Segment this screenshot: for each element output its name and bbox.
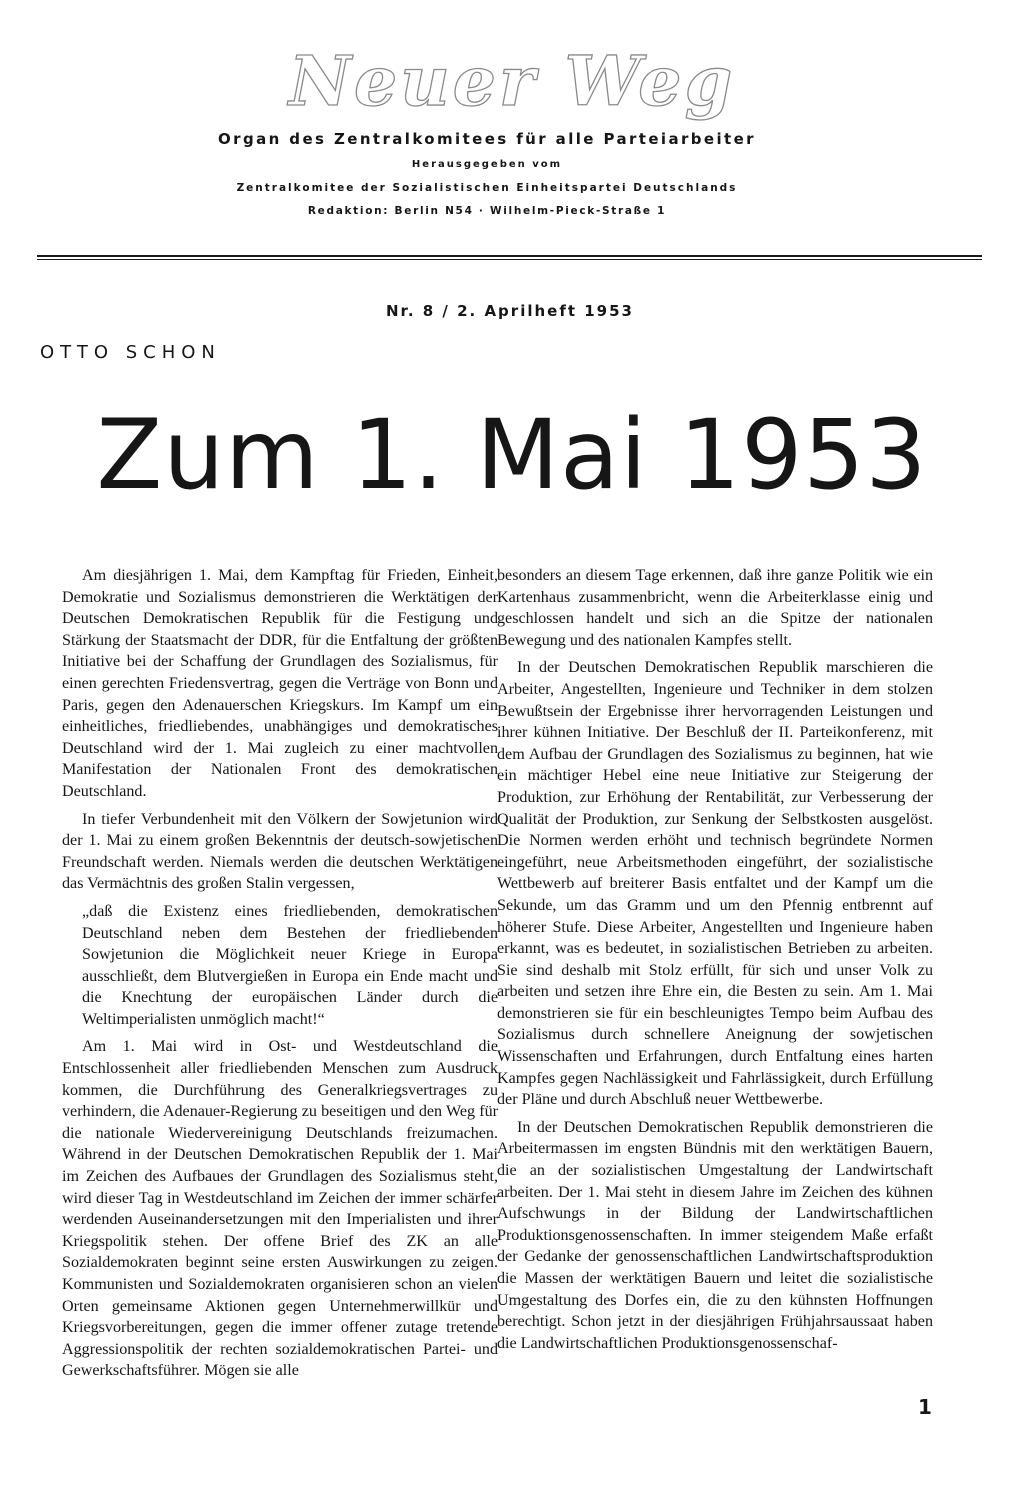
header-divider [37,255,982,260]
page-number: 1 [918,1395,932,1419]
paragraph: besonders an diesem Tage erkennen, daß ihre ganze Politik wie ein Kartenhaus zusammenbricht, wenn die Arbeiterklasse einig und geschlossen handelt und sich an die Spitze der nationalen Bewegung und des nationalen Kampfes stellt. [497,567,933,649]
masthead-subtitle: Organ des Zentralkomitees für alle Parteiarbeiter [218,130,756,148]
paragraph: In der Deutschen Demokratischen Republik marschieren die Arbeiter, Angestellten, Ingenieure und Techniker in dem stolzen Bewußtsein der Ergebnisse ihrer hervorragenden Leistungen und ihrer kühnen Initiative. Der Beschluß der II. Parteikonferenz, mit dem Aufbau der Grundlagen des Sozialismus zu beginnen, hat wie ein mächtiger Hebel eine neue Initiative zur Steigerung der Produktion, zur Erhöhung der Rentabilität, zur Verbesserung der Qualität der Produktion, zur Senkung der Selbstkosten ausgelöst. Die Normen werden erhöht und technisch begründete Normen eingeführt, neue Arbeitsmethoden eingeführt, der sozialistische Wettbewerb auf breiterer Basis entfaltet und der Kampf um die Sekunde, um das Gramm und um den Pfennig entbrennt auf höherer Stufe. Diese Arbeiter, Angestellten und Ingenieure haben erkannt, was es bedeutet, in sozialistischen Betrieben zu arbeiten. Sie sind deshalb mit Stolz erfüllt, für sich und unser Volk zu arbeiten und setzen ihre Ehre ein, die Besten zu sein. Am 1. Mai demonstrieren sie für ein beschleunigtes Tempo beim Aufbau des Sozialismus durch schnellere Aneignung der sowjetischen Wissenschaften und Erfahrungen, durch Entfaltung eines harten Kampfes gegen Nachlässigkeit und Fahrlässigkeit, durch Erfüllung der Pläne und durch Abschluß neuer Wettbewerbe. [497,659,933,1109]
paragraph: In der Deutschen Demokratischen Republik demonstrieren die Arbeitermassen im engsten Bündnis mit den werktätigen Bauern, die an der sozialistischen Umgestaltung der Landwirtschaft arbeiten. Der 1. Mai steht in diesem Jahre im Zeichen des kühnen Aufschwungs in der Bildung der Landwirtschaftlichen Produktionsgenossenschaften. In immer steigendem Maße erfaßt der Gedanke der genossenschaftlichen Landwirtschaftsproduktion die Massen der werktätigen Bauern und leitet die sozialistische Umgestaltung des Dorfes ein, die zu den kühnsten Hoffnungen berechtigt. Schon jetzt in der diesjährigen Frühjahrsaussaat haben die Landwirtschaftlichen Produktionsgenossenschaf- [497,1118,933,1352]
masthead-herausgegeben: Herausgegeben vom [411,159,563,170]
article-column-left [62,565,498,1388]
article-headline: Zum 1. Mai 1953 [96,399,928,511]
paragraph: In tiefer Verbundenheit mit den Völkern der Sowjetunion wird der 1. Mai zu einem großen Bekenntnis der deutsch-sowjetischen Freundschaft werden. Niemals werden die deutschen Werktätigen das Vermächtnis des großen Stalin vergessen, [62,810,498,893]
stalin-quote: „daß die Existenz eines friedliebenden, demokratischen Deutschland neben dem Bestehen der friedliebenden Sowjetunion die Möglichkeit neuer Kriege in Europa ausschließt, dem Blutvergießen in Europa ein Ende macht und die Knechtung der europäischen Länder durch die Weltimperialisten unmöglich macht!“ [82,902,498,1028]
author-name: OTTO SCHON [40,342,221,363]
paragraph: Am 1. Mai wird in Ost- und Westdeutschland die Entschlossenheit aller friedliebenden Menschen zum Ausdruck kommen, die Durchführung des Generalkriegsvertrages zu verhindern, die Adenauer-Regierung zu beseitigen und den Weg für die nationale Wiedervereinigung Deutschlands freizumachen. Während in der Deutschen Demokratischen Republik der 1. Mai im Zeichen des Aufbaues der Grundlagen des Sozialismus steht, wird dieser Tag in Westdeutschland im Zeichen der immer schärfer werdenden Auseinandersetzungen mit den Imperialisten und ihrer Kriegspolitik stehen. Der offene Brief des ZK an alle Sozialdemokraten beginnt seine ersten Auswirkungen zu zeigen. Kommunisten und Sozialdemokraten organisieren schon an vielen Orten gemeinsame Aktionen gegen Unternehmerwillkür und Kriegsvorbereitungen, gegen die immer offener zutage tretende Aggressionspolitik der rechten sozialdemokratischen Partei- und Gewerkschaftsführer. Mögen sie alle [62,1038,498,1380]
article-column-right [497,565,933,1360]
masthead-logo: Neuer Weg [288,42,736,122]
paragraph: Am diesjährigen 1. Mai, dem Kampftag für Frieden, Einheit, Demokratie und Sozialismus demonstrieren die Werktätigen der Deutschen Demokratischen Republik für die Festigung und Stärkung der Staatsmacht der DDR, für die Entfaltung der größten Initiative bei der Schaffung der Grundlagen des Sozialismus, für einen gerechten Friedensvertrag, gegen die Verträge von Bonn und Paris, gegen den Adenauerschen Kriegskurs. Im Kampf um ein einheitliches, friedliebendes, unabhängiges und demokratisches Deutschland wird der 1. Mai zugleich zu einer machtvollen Manifestation der Nationalen Front des demokratischen Deutschland. [62,567,498,800]
issue-number: Nr. 8 / 2. Aprilheft 1953 [386,302,634,320]
masthead-publisher: Zentralkomitee der Sozialistischen Einheitspartei Deutschlands [236,182,738,194]
masthead-redaktion: Redaktion: Berlin N54 · Wilhelm-Pieck-Straße 1 [307,205,667,217]
